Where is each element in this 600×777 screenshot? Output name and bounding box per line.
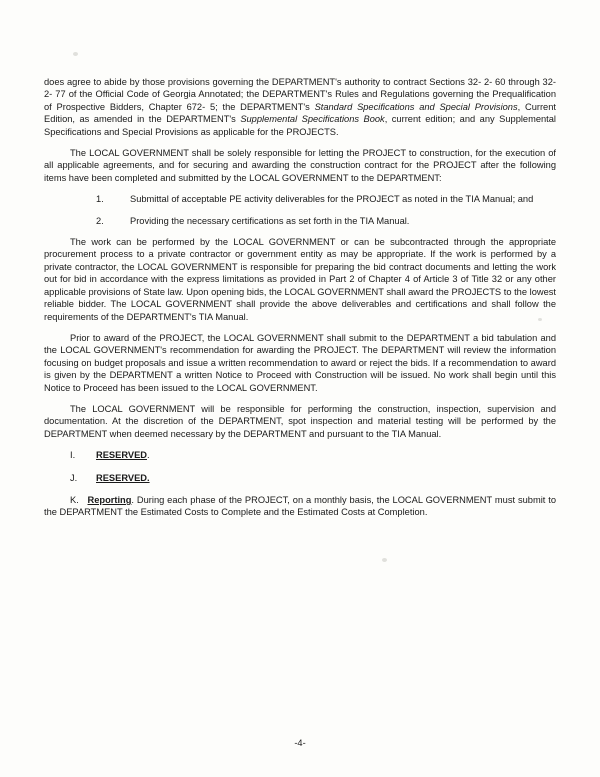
list-item xyxy=(44,193,556,205)
paragraph-reporting xyxy=(44,494,556,519)
paragraph-bid-tabulation: Prior to award of the PROJECT, the LOCAL GOVERNMENT shall submit to the DEPARTMENT a bid tabulation and the LOCAL GOVERNMENT's recommendation for awarding the PROJECT. The DEPARTMENT will review the information focusing on budget proposals and issue a written recommendation to award or reject the bids. If a recommendation to award is given by the DEPARTMENT a written Notice to Proceed with Construction will be issued. No work shall begin until this Notice to Proceed has been issued to the LOCAL GOVERNMENT. xyxy=(44,332,556,393)
list-item-text: Submittal of acceptable PE activity deliverables for the PROJECT as noted in the TIA Manual; and xyxy=(130,194,534,205)
list-item-i xyxy=(44,449,556,461)
clause-text: During each phase of the PROJECT, on a monthly basis, the LOCAL GOVERNMENT must submit to the DEPARTMENT the Estimated Costs to Complete and the Estimated Costs at Completion. xyxy=(44,494,557,518)
page-number: -4- xyxy=(294,738,306,748)
list-item-marker: I. xyxy=(70,450,76,461)
scan-speck xyxy=(382,558,387,562)
reserved-label: RESERVED. xyxy=(96,472,150,483)
document-body xyxy=(44,76,556,519)
paragraph-letting: The LOCAL GOVERNMENT shall be solely responsible for letting the PROJECT to construction, for the execution of all applicable agreements, and for securing and awarding the construction contract for the PROJECT after the following items have been completed and submitted by the LOCAL GOVERNMENT to the DEPARTMENT: xyxy=(44,148,556,183)
paragraph-work-performed: The work can be performed by the LOCAL GOVERNMENT or can be subcontracted through the appropriate procurement process to a private contractor or government entity as may be appropriate. If the work is performed by a private contractor, the LOCAL GOVERNMENT is responsible for preparing the bid contract documents and letting the work out for bid in accordance with the express limitations as provided in Part 2 of Chapter 4 of Article 3 of Title 32 or any other applicable provisions of State law. Upon opening bids, the LOCAL GOVERNMENT shall award the PROJECTS to the lowest reliable bidder. The LOCAL GOVERNMENT shall provide the above deliverables and certifications and shall follow the requirements of the DEPARTMENT's TIA Manual. xyxy=(44,237,556,322)
list-item-text xyxy=(96,449,556,461)
list-item-text: Providing the necessary certifications as set forth in the TIA Manual. xyxy=(130,215,410,226)
clause-label-trailing: . xyxy=(131,494,134,505)
clause-label-reporting: Reporting xyxy=(87,494,132,505)
lettered-list xyxy=(44,449,556,484)
list-item-j xyxy=(44,472,556,484)
clause-spacer xyxy=(79,495,88,505)
list-item-marker: J. xyxy=(70,472,78,483)
paragraph-authority xyxy=(44,76,556,138)
run-text: , Current Edition, as amended in the DEPARTMENT's xyxy=(44,101,556,125)
reserved-label: RESERVED xyxy=(96,450,147,461)
run-text: , current edition; and any Supplemental Specifications and Special Provisions as applicable for the PROJECTS. xyxy=(44,114,556,137)
list-item-text xyxy=(96,472,556,484)
clause-marker: K. xyxy=(70,494,79,505)
list-item-marker: 2. xyxy=(96,215,104,226)
list-item xyxy=(44,215,556,227)
paragraph-construction-inspection: The LOCAL GOVERNMENT will be responsible for performing the construction, inspection, supervision and documentation. At the discretion of the DEPARTMENT, spot inspection and material testing will be performed by the DEPARTMENT when deemed necessary by the DEPARTMENT and pursuant to the TIA Manual. xyxy=(44,403,556,439)
numbered-list xyxy=(44,193,556,227)
scan-speck xyxy=(73,52,78,56)
italic-title-standard-specs: Standard Specifications and Special Provisions xyxy=(314,101,518,112)
run-text: does agree to abide by those provisions governing the DEPARTMENT's authority to contract Sections 32- 2- 60 through 32- 2- 77 of the Official Code of Georgia Annotated; the DEPARTMENT's Rules and Regulations governing the Prequalification of Prospective Bidders, Chapter 672- 5; the DEPARTMENT's xyxy=(44,77,556,112)
reserved-trailing: . xyxy=(146,450,150,461)
list-item-marker: 1. xyxy=(96,194,104,205)
italic-title-supplemental-specs: Supplemental Specifications Book xyxy=(240,114,385,125)
